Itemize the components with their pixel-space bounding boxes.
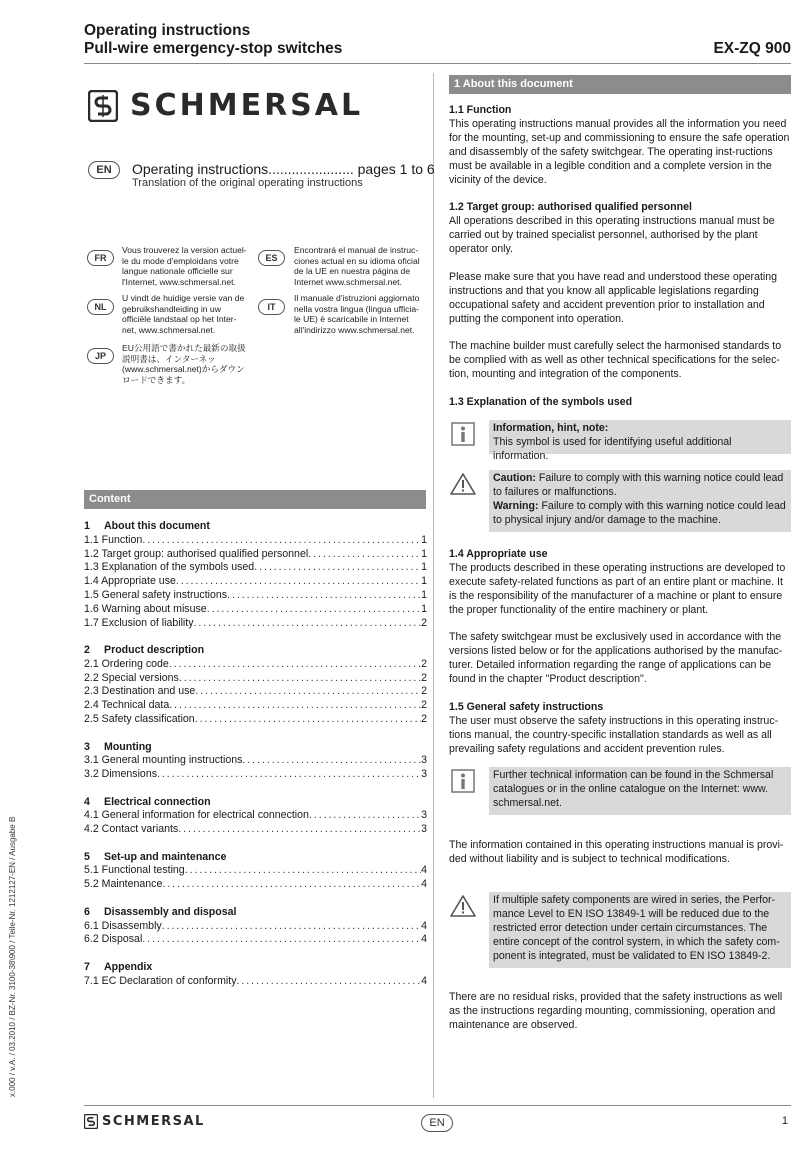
toc-entry[interactable]	[84, 933, 427, 947]
toc-entry-label: 2.1 Ordering code	[84, 657, 169, 670]
toc-entry[interactable]	[84, 561, 427, 575]
toc-chapter-heading	[84, 851, 427, 865]
toc-leader-dots	[227, 589, 421, 603]
about-section-bar: 1 About this document	[449, 75, 791, 94]
toc-chapter-number: 4	[84, 795, 90, 808]
toc-entry-label: 2.2 Special versions	[84, 671, 179, 684]
lang-code: JP	[87, 348, 114, 364]
lang-text-fr: Vous trouverez la version actuel-le du mode d'emploidans votre langue nationale officielle sur l'Internet, www.schmersal.net.	[122, 245, 247, 287]
toc-leader-dots	[195, 685, 421, 699]
warning-label: Warning:	[493, 499, 539, 512]
toc-entry-page: 2	[421, 657, 427, 670]
section-1-1-heading: 1.1 Function	[449, 104, 512, 116]
toc-entry[interactable]	[84, 975, 427, 989]
lang-badge-es	[258, 248, 285, 266]
toc-chapter-heading	[84, 644, 427, 658]
toc-leader-dots	[309, 809, 421, 823]
toc-entry[interactable]	[84, 548, 427, 562]
header-rule	[84, 63, 791, 64]
column-divider	[433, 73, 434, 1098]
toc-entry-page: 2	[421, 616, 427, 629]
toc-entry-page: 1	[421, 588, 427, 601]
toc-group	[84, 796, 427, 837]
warning-triangle-icon	[449, 472, 477, 496]
toc-entry-label: 5.2 Maintenance	[84, 878, 163, 891]
lang-badge-it	[258, 297, 285, 315]
toc-entry-label: 4.1 General information for electrical connection	[84, 809, 309, 822]
toc-chapter-title: Product description	[104, 644, 205, 657]
toc-entry-label: 1.2 Target group: authorised qualified personnel	[84, 547, 309, 560]
toc-leader-dots	[176, 575, 421, 589]
toc-group	[84, 906, 427, 947]
toc-chapter-number: 3	[84, 740, 90, 753]
toc-chapter-heading	[84, 906, 427, 920]
section-1-2-text-2: Please make sure that you have read and understood these operating instructions and that you know all applicable legislations regarding occupational safety and accident prevention prior to installation and putting the component into operation.	[449, 270, 778, 325]
lang-code: EN	[421, 1114, 453, 1132]
toc-chapter-heading	[84, 741, 427, 755]
schmersal-logo	[88, 88, 363, 123]
toc-entry-page: 1	[421, 547, 427, 560]
toc-leader-dots	[308, 548, 421, 562]
toc-entry-label: 2.4 Technical data	[84, 699, 170, 712]
toc-entry-page: 1	[421, 533, 427, 546]
toc-chapter-number: 1	[84, 520, 90, 532]
toc-entry[interactable]	[84, 658, 427, 672]
toc-entry[interactable]	[84, 768, 427, 782]
info-notice-catalogue	[449, 767, 791, 815]
footer-logo-wordmark: SCHMERSAL	[102, 1114, 205, 1129]
toc-entry-label: 3.2 Dimensions	[84, 768, 158, 781]
section-1-5-text-1: The user must observe the safety instructions in this operating instruc-tions manual, the country-specific installation standards as well as all prevailing safety regulations and accident prevention rules.	[449, 714, 779, 755]
toc-leader-dots	[242, 754, 421, 768]
lang-badge-en	[88, 160, 120, 179]
section-1-2-text-1: All operations described in this operating instructions manual must be carried out by trained specialist personnel, authorised by the plant operator only.	[449, 215, 775, 256]
section-1-4-heading: 1.4 Appropriate use	[449, 548, 548, 560]
warning-text: Failure to comply with this warning notice could lead to physical injury and/or damage to the machine.	[493, 499, 786, 526]
toc-entry[interactable]	[84, 823, 427, 837]
document-subtitle: Pull-wire emergency-stop switches	[84, 40, 343, 57]
document-reference-sidebar: x.000 / v.A. / 03.2010 / BZ-Nr. 3100-38\900 / Teile-Nr. 1212127-EN / Ausgabe B	[8, 816, 17, 1097]
footer-rule	[84, 1105, 791, 1106]
toc-entry-label: 6.2 Disposal	[84, 933, 143, 946]
toc-entry-label: 2.5 Safety classification	[84, 713, 195, 726]
info-notice	[449, 420, 791, 462]
lang-badge-jp	[87, 346, 114, 364]
toc-leader-dots	[179, 672, 421, 686]
toc-group	[84, 851, 427, 892]
toc-chapter-title: Disassembly and disposal	[104, 905, 237, 918]
toc-chapter-title: Set-up and maintenance	[104, 850, 227, 863]
content-section-bar: Content	[84, 490, 426, 509]
toc-entry-page: 1	[421, 602, 427, 615]
toc-group	[84, 961, 427, 989]
toc-entry[interactable]	[84, 864, 427, 878]
performance-level-warning	[449, 892, 791, 968]
toc-entry-page: 2	[421, 685, 427, 698]
lang-code: FR	[87, 250, 114, 266]
footer-logo	[84, 1114, 205, 1129]
toc-entry-page: 4	[421, 878, 427, 891]
toc-entry[interactable]	[84, 878, 427, 892]
toc-entry[interactable]	[84, 672, 427, 686]
caution-label: Caution:	[493, 472, 536, 484]
caution-text: Failure to comply with this warning notice could lead to failures or malfunctions.	[493, 472, 784, 498]
logo-mark-icon	[84, 1114, 98, 1129]
document-title: Operating instructions	[84, 22, 251, 39]
lang-badge-fr	[87, 248, 114, 266]
toc-entry[interactable]	[84, 699, 427, 713]
toc-entry-page: 2	[421, 713, 427, 726]
lang-badge-nl	[87, 297, 114, 315]
toc-entry-label: 4.2 Contact variants	[84, 823, 179, 836]
info-icon	[449, 769, 477, 793]
lang-text-es: Encontrará el manual de instruc-ciones actual en su idioma oficial de la UE en nuestra página de Internet www.schmersal.net.	[294, 245, 420, 287]
toc-entry-page: 3	[421, 823, 427, 836]
toc-leader-dots	[178, 823, 421, 837]
toc-entry-page: 3	[421, 809, 427, 822]
lang-code: IT	[258, 299, 285, 315]
section-1-3-heading: 1.3 Explanation of the symbols used	[449, 395, 633, 408]
info-text: This symbol is used for identifying useful additional information.	[493, 435, 732, 462]
section-1-1-text: This operating instructions manual provides all the information you need for the mounting, set-up and commissioning to ensure the safe operation and disassembly of the safety switchgear. The operating inst-ructions must be available in a legible condition and a complete version in the vicinity of the device.	[449, 117, 790, 186]
toc-chapter-number: 6	[84, 905, 90, 918]
toc-chapter-title: Electrical connection	[104, 795, 211, 808]
toc-entry[interactable]	[84, 809, 427, 823]
toc-entry-page: 4	[421, 974, 427, 987]
section-1-5-text-2: The information contained in this operating instructions manual is provi-ded without liability and is subject to technical modifications.	[449, 839, 784, 865]
toc-entry-label: 1.3 Explanation of the symbols used	[84, 561, 255, 574]
toc-entry-page: 2	[421, 699, 427, 712]
toc-leader-dots	[162, 878, 421, 892]
lang-code: EN	[88, 161, 120, 179]
toc-chapter-title: Appendix	[104, 960, 153, 973]
toc-leader-dots	[169, 699, 421, 713]
about-document-body	[449, 104, 791, 410]
en-translation-note: Translation of the original operating instructions	[132, 177, 363, 189]
info-title: Information, hint, note:	[493, 422, 609, 434]
toc-entry-label: 1.1 Function	[84, 533, 143, 546]
lang-code: NL	[87, 299, 114, 315]
toc-entry-label: 3.1 General mounting instructions	[84, 754, 243, 767]
en-pages-line: Operating instructions...................... pages 1 to 6	[132, 161, 435, 177]
toc-entry-label: 1.6 Warning about misuse	[84, 602, 207, 615]
section-1-2-heading: 1.2 Target group: authorised qualified personnel	[449, 201, 692, 214]
toc-leader-dots	[254, 561, 421, 575]
section-1-4-1-5-body	[449, 548, 791, 757]
warning-triangle-icon	[449, 894, 477, 918]
section-1-4-text-1: The products described in these operating instructions are developed to execute safety-related functions as part of an entire plant or machine. It is the responsibility of the manufacturer of a machine or plant to ensure the proper functionality of the entire machinery or plant.	[449, 561, 786, 616]
toc-entry-page: 4	[421, 864, 427, 877]
toc-entry-label: 7.1 EC Declaration of conformity	[84, 974, 237, 987]
toc-leader-dots	[194, 617, 422, 631]
section-1-5-heading: 1.5 General safety instructions	[449, 700, 604, 713]
toc-entry[interactable]	[84, 754, 427, 768]
toc-leader-dots	[157, 768, 421, 782]
toc-chapter-heading	[84, 796, 427, 810]
toc-entry[interactable]	[84, 603, 427, 617]
table-of-contents	[84, 520, 427, 1002]
toc-entry-page: 4	[421, 919, 427, 932]
toc-chapter-number: 7	[84, 960, 90, 973]
lang-text-nl: U vindt de huidige versie van de gebruikshandleiding in uw officiële landstaal op het Inter-net, www.schmersal.net.	[122, 293, 245, 335]
toc-leader-dots	[142, 534, 421, 548]
toc-leader-dots	[207, 603, 421, 617]
model-number: EX-ZQ 900	[713, 40, 791, 57]
toc-group	[84, 520, 427, 630]
toc-entry-page: 4	[421, 933, 427, 946]
info-icon	[449, 422, 477, 446]
info-catalogue-text: Further technical information can be found in the Schmersal catalogues or in the online catalogue on the Internet: www. schmersal.net.	[489, 767, 791, 815]
toc-entry[interactable]	[84, 589, 427, 603]
page-number: 1	[781, 1115, 788, 1127]
section-1-2-text-3: The machine builder must carefully select the harmonised standards to be complied with as well as other technical specifications for the selec-tion, mounting and integration of the components.	[449, 340, 782, 381]
toc-entry-page: 1	[421, 575, 427, 588]
performance-level-text: If multiple safety components are wired in series, the Perfor-mance Level to EN ISO 13849-1 will be reduced due to the restricted error detection under certain circumstances. The entire concept of the control system, in which the safety com-ponent is integrated, must be validated to EN ISO 13849-2.	[489, 892, 791, 968]
toc-entry[interactable]	[84, 534, 427, 548]
toc-entry-page: 2	[421, 671, 427, 684]
toc-entry-page: 3	[421, 768, 427, 781]
toc-group	[84, 741, 427, 782]
caution-warning-notice	[449, 470, 791, 532]
toc-entry[interactable]	[84, 713, 427, 727]
toc-entry-label: 5.1 Functional testing	[84, 864, 185, 877]
lang-code: ES	[258, 250, 285, 266]
footer-lang-badge	[421, 1113, 453, 1132]
toc-leader-dots	[195, 713, 421, 727]
lang-text-it: Il manuale d'istruzioni aggiornato nella vostra lingua (lingua ufficia-le UE) è scaricabile in Internet all'indirizzo www.schmersal.net.	[294, 293, 420, 335]
toc-entry-label: 1.4 Appropriate use	[84, 575, 176, 588]
toc-entry[interactable]	[84, 685, 427, 699]
toc-entry-label: 1.5 General safety instructions	[84, 588, 228, 601]
section-1-5-text-3: There are no residual risks, provided that the safety instructions as well as the instructions regarding mounting, commissioning, operation and maintenance are observed.	[449, 991, 783, 1031]
toc-chapter-number: 2	[84, 644, 90, 657]
toc-chapter-title: Mounting	[104, 740, 152, 753]
toc-chapter-number: 5	[84, 850, 90, 863]
toc-entry-label: 6.1 Disassembly	[84, 919, 162, 932]
toc-entry-label: 2.3 Destination and use	[84, 685, 196, 698]
toc-leader-dots	[169, 658, 421, 672]
toc-entry[interactable]	[84, 920, 427, 934]
toc-entry[interactable]	[84, 617, 427, 631]
toc-chapter-heading	[84, 520, 427, 534]
toc-leader-dots	[237, 975, 422, 989]
toc-entry-label: 1.7 Exclusion of liability	[84, 616, 194, 629]
section-1-4-text-2: The safety switchgear must be exclusively used in accordance with the versions listed below or for the applications authorised by the manufac-turer. Detailed information regarding the range of applications can be found in the chapter "Product description".	[449, 631, 783, 686]
toc-group	[84, 644, 427, 727]
toc-entry-page: 3	[421, 754, 427, 767]
toc-leader-dots	[185, 864, 421, 878]
toc-chapter-title: About this document	[104, 520, 210, 532]
lang-text-jp: EU公用語で書かれた最新の取扱説明書は、インターネッ (www.schmersal.net)からダウンロードできます。	[122, 343, 246, 385]
toc-entry[interactable]	[84, 575, 427, 589]
toc-chapter-heading	[84, 961, 427, 975]
toc-entry-page: 1	[421, 561, 427, 574]
logo-wordmark: SCHMERSAL	[130, 88, 364, 123]
toc-leader-dots	[162, 920, 421, 934]
toc-leader-dots	[142, 933, 421, 947]
logo-mark-icon	[88, 90, 118, 122]
